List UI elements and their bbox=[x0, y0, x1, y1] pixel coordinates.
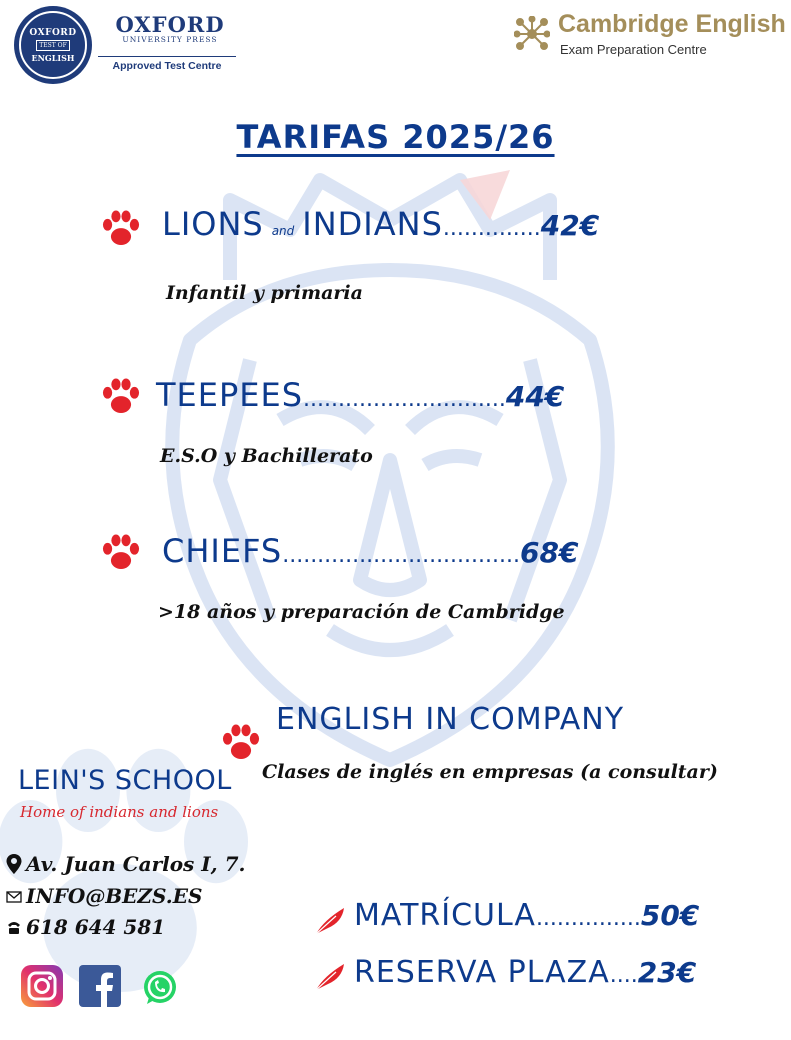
cambridge-dots-icon bbox=[514, 16, 550, 52]
phone-icon bbox=[6, 917, 22, 937]
cambridge-english-title: Cambridge English bbox=[558, 10, 786, 38]
phone-link[interactable]: 618 644 581 bbox=[26, 915, 166, 939]
leader-dots: ............... bbox=[535, 906, 641, 931]
facebook-icon[interactable] bbox=[78, 964, 122, 1008]
fee-price: 23€ bbox=[637, 956, 697, 989]
paw-icon bbox=[100, 376, 142, 418]
price-row-lions-indians bbox=[162, 205, 599, 243]
item-name: LIONS bbox=[162, 205, 264, 243]
fee-name: MATRÍCULA bbox=[354, 898, 536, 933]
oxford-subtitle: UNIVERSITY PRESS bbox=[122, 35, 218, 44]
item-price: 68€ bbox=[520, 536, 579, 569]
phone-row bbox=[6, 915, 165, 939]
location-pin-icon bbox=[6, 854, 22, 874]
feather-icon bbox=[314, 906, 348, 936]
oxford-wordmark: OXFORD bbox=[115, 12, 225, 37]
seal-text-bottom: ENGLISH bbox=[31, 52, 75, 63]
fee-name: RESERVA PLAZA bbox=[354, 955, 610, 990]
page-title-text: TARIFAS 2025/26 bbox=[236, 118, 555, 156]
fee-price: 50€ bbox=[640, 899, 700, 932]
paw-icon bbox=[100, 532, 142, 574]
address-text: Av. Juan Carlos I, 7. bbox=[26, 852, 246, 876]
item-description: E.S.O y Bachillerato bbox=[160, 445, 373, 467]
fee-row-matricula bbox=[354, 898, 699, 933]
leader-dots: .................................. bbox=[282, 543, 520, 568]
item-description: >18 años y preparación de Cambridge bbox=[158, 601, 565, 623]
price-row-chiefs bbox=[162, 532, 578, 570]
school-name: LEIN'S SCHOOL bbox=[18, 765, 232, 796]
item-name: CHIEFS bbox=[162, 532, 283, 570]
paw-icon bbox=[100, 208, 142, 250]
leader-dots: ............................. bbox=[303, 387, 506, 412]
school-tagline: Home of indians and lions bbox=[20, 803, 219, 821]
email-row bbox=[6, 884, 202, 908]
feather-icon bbox=[314, 962, 348, 992]
price-row-teepees bbox=[156, 376, 564, 414]
envelope-icon bbox=[6, 886, 22, 906]
fee-row-reserva bbox=[354, 955, 696, 990]
item-name: INDIANS bbox=[302, 205, 443, 243]
paw-icon bbox=[220, 722, 262, 764]
leader-dots: .............. bbox=[442, 216, 541, 241]
item-name-connector: and bbox=[271, 223, 295, 238]
whatsapp-icon[interactable] bbox=[138, 966, 182, 1010]
oxford-university-press-logo bbox=[110, 12, 230, 44]
item-description: Infantil y primaria bbox=[166, 282, 363, 304]
seal-text-top: OXFORD bbox=[29, 27, 77, 38]
company-description: Clases de inglés en empresas (a consultar) bbox=[262, 761, 718, 783]
item-price: 44€ bbox=[505, 380, 565, 413]
oxford-approved-label: Approved Test Centre bbox=[112, 60, 222, 72]
email-link[interactable]: INFO@BEZS.ES bbox=[26, 884, 203, 908]
leader-dots: .... bbox=[609, 963, 638, 988]
oxford-divider bbox=[98, 56, 236, 57]
item-price: 42€ bbox=[540, 209, 600, 242]
company-title: ENGLISH IN COMPANY bbox=[276, 702, 625, 737]
lion-watermark bbox=[130, 160, 650, 780]
address-row bbox=[6, 852, 245, 876]
cambridge-english-subtitle: Exam Preparation Centre bbox=[560, 42, 707, 57]
seal-text-middle: TEST OF bbox=[36, 40, 69, 51]
page-title bbox=[0, 118, 791, 156]
oxford-test-seal-logo bbox=[14, 6, 92, 84]
item-name: TEEPEES bbox=[156, 376, 304, 414]
instagram-icon[interactable] bbox=[20, 964, 64, 1008]
